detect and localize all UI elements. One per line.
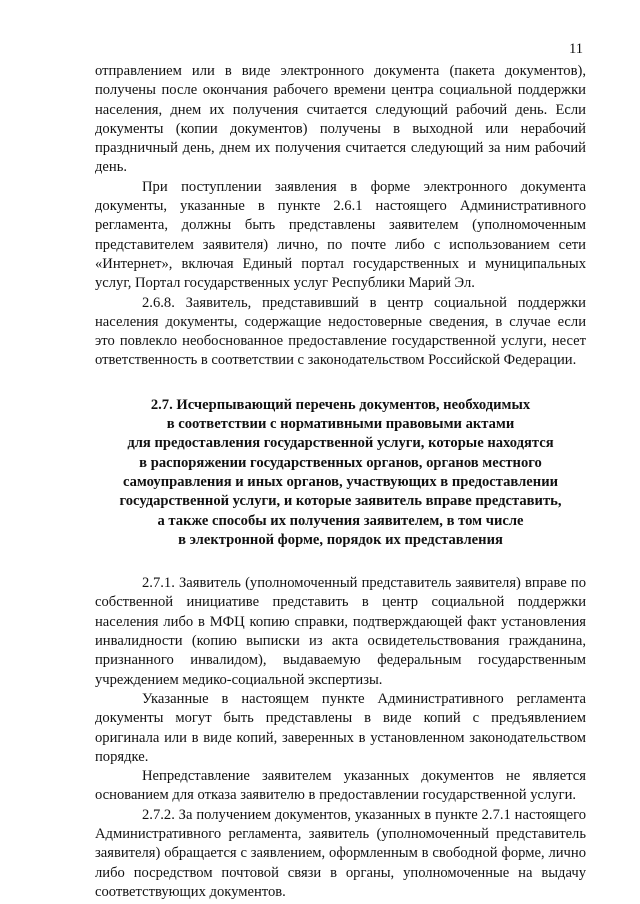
paragraph-electronic-submission: При поступлении заявления в форме электронного документа документы, указанные в пункте 2.6.1 настоящего Административного регламента, должны быть представлены заявителем (уполномоченным представителем заявителя) лично, по почте либо с использованием сети «Интернет», включая Единый портал государственных и муниципальных услуг, Портал государственных услуг Республики Марий Эл. — [95, 178, 586, 292]
paragraph-copies: Указанные в настоящем пункте Административного регламента документы могут быть представлены в виде копий с предъявлением оригинала или в виде копий, заверенных в установленном законодательством порядке. — [95, 690, 586, 765]
heading-line: в соответствии с нормативными правовыми актами — [166, 416, 515, 433]
document-body — [95, 62, 586, 902]
heading-line: 2.7. Исчерпывающий перечень документов, необходимых — [150, 396, 531, 413]
paragraph-2-7-1: 2.7.1. Заявитель (уполномоченный представитель заявителя) вправе по собственной инициативе представить в центр социальной поддержки населения либо в МФЦ копию справки, подтверждающей факт установления инвалидности (копию выписки из акта освидетельствования гражданина, признанного инвалидом), выдаваемую федеральным государственным учреждением медико-социальной экспертизы. — [95, 575, 586, 688]
page-number: 11 — [568, 41, 583, 57]
heading-line: а также способы их получения заявителем, в том числе — [157, 512, 524, 529]
section-heading-2-7 — [95, 396, 586, 550]
paragraph-2-6-8: 2.6.8. Заявитель, представивший в центр социальной поддержки населения документы, содержащие недостоверные сведения, в случае если это повлекло необоснованное предоставление государственной услуги, несет ответственность в соответствии с законодательством Российской Федерации. — [95, 294, 586, 369]
paragraph-2-7-2: 2.7.2. За получением документов, указанных в пункте 2.7.1 настоящего Административного регламента, заявитель (уполномоченный представитель заявителя) обращается с заявлением, оформленным в свободной форме, лично либо посредством почтовой связи в органы, уполномоченные на выдачу соответствующих документов. — [95, 806, 586, 900]
heading-line: самоуправления и иных органов, участвующих в предоставлении — [122, 473, 559, 490]
heading-line: государственной услуги, и которые заявитель вправе представить, — [119, 493, 562, 510]
heading-line: для предоставления государственной услуги, которые находятся — [127, 435, 554, 452]
paragraph-continuation: отправлением или в виде электронного документа (пакета документов), получены после окончания рабочего времени центра социальной поддержки населения, днем их получения считается следующий рабочий день. Если документы (копии документов) получены в выходной или нерабочий праздничный день, днем их получения считается следующий за ним рабочий день. — [95, 63, 586, 176]
heading-line: в электронной форме, порядок их представления — [178, 531, 503, 548]
paragraph-non-submission: Непредставление заявителем указанных документов не является основанием для отказа заявителю в предоставлении государственной услуги. — [95, 768, 586, 804]
heading-line: в распоряжении государственных органов, органов местного — [139, 454, 542, 471]
